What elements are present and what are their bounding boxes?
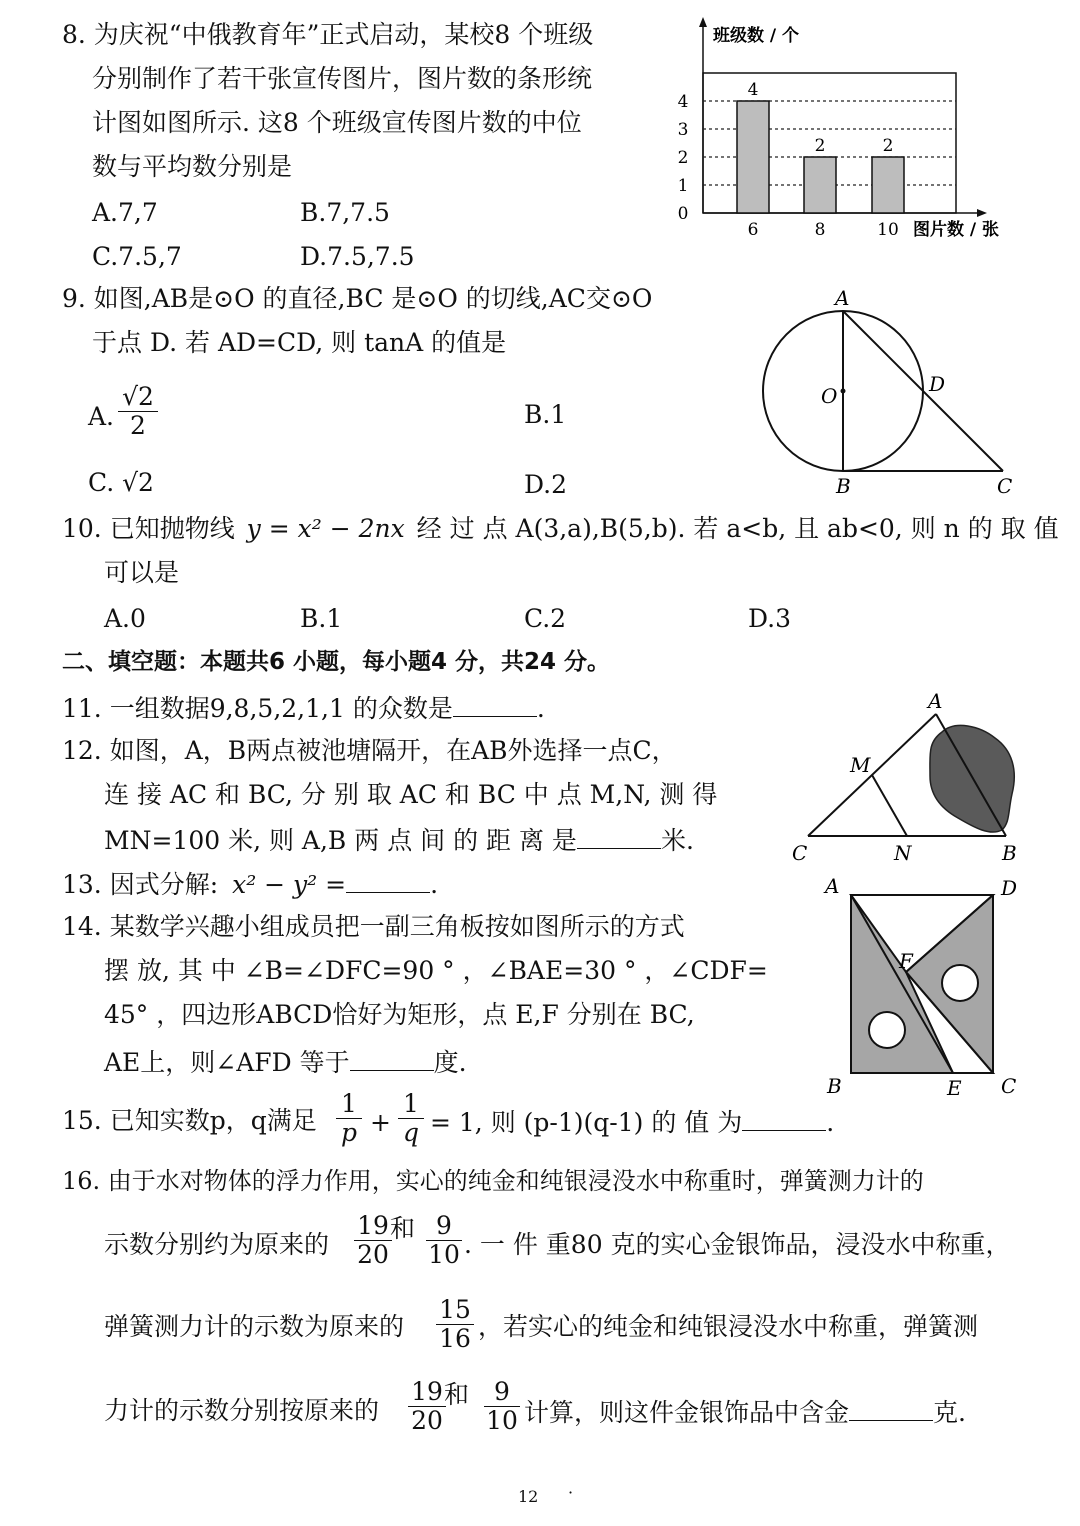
q12-line-3 xyxy=(104,822,694,858)
q16-line-3b: ，若实心的纯金和纯银浸没水中称重，弹簧测 xyxy=(478,1312,979,1341)
q15-fraction-2 xyxy=(398,1090,424,1147)
q11-end: . xyxy=(536,694,545,723)
q12-line-1: 12. 如图，A，B两点被池塘隔开，在AB外选择一点C， xyxy=(62,736,677,765)
label-a: A xyxy=(825,875,840,898)
q10-formula: y = x² − 2nx xyxy=(246,514,405,543)
q9-option-a-fraction xyxy=(118,383,158,440)
x-tick-label: 8 xyxy=(814,220,826,240)
q8-option-a: A.7,7 xyxy=(92,198,158,227)
x-tick-label: 10 xyxy=(877,220,899,240)
bar xyxy=(804,157,836,213)
fraction-denominator: 20 xyxy=(357,1240,389,1269)
q15-fraction-1 xyxy=(336,1090,362,1147)
q11-line xyxy=(62,690,545,726)
q10-option-a: A.0 xyxy=(104,604,146,633)
fraction-numerator: 1 xyxy=(398,1090,424,1119)
q16-fraction-9-10-b xyxy=(484,1378,520,1435)
bar xyxy=(737,101,769,213)
segment-mn xyxy=(872,775,907,836)
label-o: O xyxy=(821,384,838,408)
label-n: N xyxy=(894,841,912,865)
q8-line-2: 分别制作了若干张宣传图片，图片数的条形统 xyxy=(92,64,593,93)
label-c: C xyxy=(1001,1074,1017,1098)
q8-option-b: B.7,7.5 xyxy=(300,198,390,227)
q16-and: 和 xyxy=(390,1214,416,1243)
label-b: B xyxy=(827,1074,842,1098)
q14-end: 度. xyxy=(433,1048,467,1077)
fraction-numerator: 15 xyxy=(436,1296,474,1325)
label-c: C xyxy=(997,474,1013,498)
answer-blank[interactable] xyxy=(453,690,537,717)
q8-line-4: 数与平均数分别是 xyxy=(92,152,293,181)
q10-intro: 10. 已知抛物线 xyxy=(62,514,235,543)
q10-line-2: 可以是 xyxy=(104,558,180,587)
q12-text: MN=100 米, 则 A,B 两 点 间 的 距 离 是 xyxy=(104,826,577,855)
fraction-denominator: 10 xyxy=(428,1240,460,1269)
q9-option-d: D.2 xyxy=(524,470,568,499)
y-axis-arrow xyxy=(699,17,707,27)
label-e: E xyxy=(947,1076,962,1100)
q10-line-1 xyxy=(62,512,1059,546)
q15-text: = 1, 则 (p-1)(q-1) 的 值 为 xyxy=(430,1108,743,1137)
q16-end: 克. xyxy=(933,1398,966,1427)
label-a: A xyxy=(928,690,943,713)
q8-option-c: C.7.5,7 xyxy=(92,242,182,271)
q8-option-d: D.7.5,7.5 xyxy=(300,242,415,271)
x-axis-arrow xyxy=(977,209,987,217)
q16-line-2b: . 一 件 重80 克的实心金银饰品，浸没水中称重， xyxy=(464,1230,1011,1259)
q10-option-b: B.1 xyxy=(300,604,343,633)
answer-blank[interactable] xyxy=(742,1104,826,1131)
hole-right xyxy=(942,965,978,1001)
q9-option-c: C. √2 xyxy=(88,468,154,497)
q15-end: . xyxy=(826,1108,835,1137)
label-d: D xyxy=(1001,876,1018,900)
q9-option-b: B.1 xyxy=(524,400,567,429)
q14-line-4 xyxy=(104,1044,467,1080)
q13-end: . xyxy=(430,870,439,899)
q15-intro: 15. 已知实数p，q满足 xyxy=(62,1106,317,1135)
q14-line-2: 摆 放, 其 中 ∠B=∠DFC=90 ° ，∠BAE=30 ° ，∠CDF= xyxy=(104,956,768,985)
fraction-numerator: 19 xyxy=(354,1212,392,1241)
y-axis-label: 班级数 / 个 xyxy=(713,26,800,46)
label-c: C xyxy=(792,841,808,865)
q16-text: 计算，则这件金银饰品中含金 xyxy=(524,1398,850,1427)
fraction-denominator: q xyxy=(402,1118,419,1147)
bar-value-label: 4 xyxy=(747,80,759,100)
q13-formula: x² − y² = xyxy=(232,870,347,899)
q16-line-1: 16. 由于水对物体的浮力作用，实心的纯金和纯银浸没水中称重时，弹簧测力计的 xyxy=(62,1167,924,1195)
bar-value-label: 2 xyxy=(882,136,894,156)
fraction-denominator: 20 xyxy=(411,1406,443,1435)
q16-line-3a: 弹簧测力计的示数为原来的 xyxy=(104,1312,405,1341)
label-m: M xyxy=(850,753,871,777)
q16-and-b: 和 xyxy=(444,1380,470,1409)
y-tick-label: 1 xyxy=(677,176,689,196)
section-heading: 二、填空题：本题共6 小题，每小题4 分，共24 分。 xyxy=(62,649,611,675)
page-dot: · xyxy=(568,1483,574,1502)
bar xyxy=(872,157,904,213)
q12-line-2: 连 接 AC 和 BC, 分 别 取 AC 和 BC 中 点 M,N, 测 得 xyxy=(104,780,718,809)
fraction-numerator: √2 xyxy=(118,383,158,412)
x-tick-label: 6 xyxy=(747,220,759,240)
q14-text: AE上，则∠AFD 等于 xyxy=(104,1048,350,1077)
page-number: 12 xyxy=(518,1487,539,1506)
q14-line-3: 45° ，四边形ABCD恰好为矩形，点 E,F 分别在 BC, xyxy=(104,1000,695,1029)
label-b: B xyxy=(836,474,851,498)
q16-fraction-15-16 xyxy=(436,1296,474,1353)
fraction-denominator: 2 xyxy=(130,411,146,440)
fraction-numerator: 1 xyxy=(336,1090,362,1119)
q13-line xyxy=(62,866,438,902)
q16-fraction-19-20 xyxy=(354,1212,392,1269)
fraction-numerator: 19 xyxy=(408,1378,446,1407)
q8-line-3: 计图如图所示. 这8 个班级宣传图片数的中位 xyxy=(92,108,582,137)
q11-text: 11. 一组数据9,8,5,2,1,1 的众数是 xyxy=(62,694,453,723)
q13-text: 13. 因式分解: xyxy=(62,870,219,899)
q15-line-end xyxy=(430,1104,834,1140)
fraction-numerator: 9 xyxy=(426,1212,462,1241)
q10-option-d: D.3 xyxy=(748,604,792,633)
y-tick-label: 3 xyxy=(677,120,689,140)
x-axis-label: 图片数 / 张 xyxy=(913,220,1000,240)
q9-option-a-prefix: A. xyxy=(88,402,115,431)
answer-blank[interactable] xyxy=(849,1394,933,1421)
q10-option-c: C.2 xyxy=(524,604,567,633)
q16-line-4b xyxy=(524,1394,966,1430)
bar-value-label: 2 xyxy=(814,136,826,156)
q16-line-2a: 示数分别约为原来的 xyxy=(104,1230,330,1259)
label-b: B xyxy=(1002,841,1017,865)
y-tick-label: 2 xyxy=(677,148,689,168)
q8-line-1: 8. 为庆祝“中俄教育年”正式启动，某校8 个班级 xyxy=(62,20,594,49)
label-a: A xyxy=(835,286,850,310)
segment-ac xyxy=(843,311,1003,471)
q9-line-2: 于点 D. 若 AD=CD, 则 tanA 的值是 xyxy=(92,328,507,357)
q12-end: 米. xyxy=(660,826,694,855)
q9-line-1: 9. 如图,AB是⊙O 的直径,BC 是⊙O 的切线,AC交⊙O xyxy=(62,284,653,313)
fraction-denominator: p xyxy=(340,1118,357,1147)
bar-chart xyxy=(665,15,1025,245)
y-tick-label: 4 xyxy=(677,92,689,112)
q15-plus: + xyxy=(370,1108,391,1137)
q14-line-1: 14. 某数学兴趣小组成员把一副三角板按如图所示的方式 xyxy=(62,912,685,941)
center-point xyxy=(841,389,846,394)
fraction-numerator: 9 xyxy=(484,1378,520,1407)
q10-condition: 经 过 点 A(3,a),B(5,b). 若 a<b, 且 ab<0, 则 n 的 取 值 xyxy=(416,514,1059,543)
pond-figure xyxy=(780,690,1030,870)
q16-fraction-9-10 xyxy=(426,1212,462,1269)
q16-line-4a: 力计的示数分别按原来的 xyxy=(104,1396,380,1425)
label-f: F xyxy=(899,949,913,973)
answer-blank[interactable] xyxy=(577,822,661,849)
answer-blank[interactable] xyxy=(346,866,430,893)
hole-left xyxy=(869,1012,905,1048)
fraction-denominator: 16 xyxy=(439,1324,471,1353)
fraction-denominator: 10 xyxy=(486,1406,518,1435)
q16-fraction-19-20-b xyxy=(408,1378,446,1435)
circle-tangent-figure xyxy=(745,285,1035,505)
answer-blank[interactable] xyxy=(350,1044,434,1071)
y-tick-label: 0 xyxy=(677,204,689,224)
label-d: D xyxy=(929,372,946,396)
triangle-rulers-figure xyxy=(815,875,1035,1100)
